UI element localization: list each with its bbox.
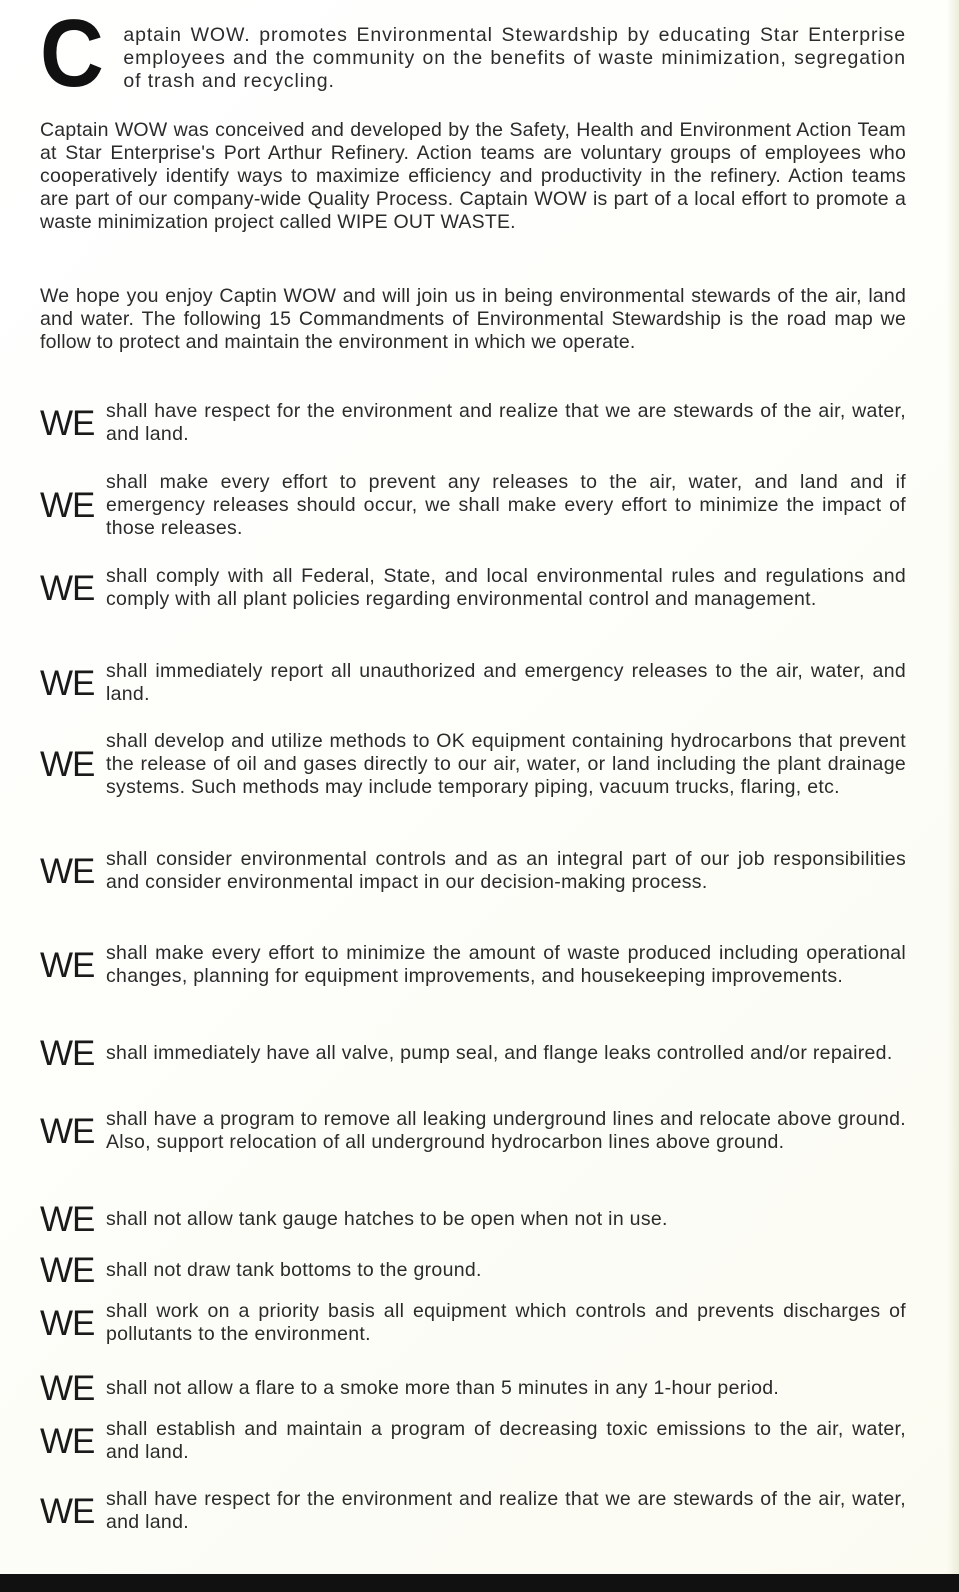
commandment-4 xyxy=(40,660,906,706)
commandment-prefix: WE xyxy=(40,663,95,703)
commandment-text: shall not allow tank gauge hatches to be open when not in use. xyxy=(106,1208,668,1230)
commandment-text: shall not draw tank bottoms to the ground. xyxy=(106,1259,482,1281)
commandment-12 xyxy=(40,1300,906,1346)
commandment-7 xyxy=(40,942,906,988)
commandment-6 xyxy=(40,848,906,894)
commandment-prefix: WE xyxy=(40,1491,95,1531)
commandment-text: shall have respect for the environment and realize that we are stewards of the air, water, and land. xyxy=(106,400,906,445)
commandment-prefix: WE xyxy=(40,1200,95,1239)
commandment-text: shall comply with all Federal, State, and local environmental rules and regulations and comply with all plant policies regarding environmental control and management. xyxy=(106,565,906,610)
drop-cap: C xyxy=(40,0,104,107)
commandment-prefix: WE xyxy=(40,1034,95,1073)
commandment-9 xyxy=(40,1108,906,1154)
commandment-13 xyxy=(40,1371,906,1406)
commandment-prefix: WE xyxy=(40,745,95,784)
commandment-text: shall develop and utilize methods to OK equipment containing hydrocarbons that prevent the release of oil and gases directly to our air, water, or land including the plant drainage systems. Such methods may include temporary piping, vacuum trucks, flaring, etc. xyxy=(106,730,906,798)
commandment-5 xyxy=(40,730,906,799)
commandment-text: shall work on a priority basis all equipment which controls and prevents discharges of pollutants to the environment. xyxy=(106,1300,906,1345)
commandment-text: shall immediately report all unauthorized and emergency releases to the air, water, and land. xyxy=(106,660,906,705)
commandment-8 xyxy=(40,1036,906,1071)
commandment-prefix: WE xyxy=(40,851,95,891)
commandment-prefix: WE xyxy=(40,568,95,608)
commandment-2 xyxy=(40,471,906,540)
commandment-text: shall establish and maintain a program of decreasing toxic emissions to the air, water, and land. xyxy=(106,1418,906,1463)
intro-paragraph-3: We hope you enjoy Captin WOW and will join us in being environmental stewards of the air, land and water. The following 15 Commandments of Environmental Stewardship is the road map we follow to protect and maintain the environment in which we operate. xyxy=(40,285,906,353)
scan-bottom-border xyxy=(0,1574,959,1592)
commandment-text: shall immediately have all valve, pump seal, and flange leaks controlled and/or repaired. xyxy=(106,1042,893,1064)
paper-edge-shadow xyxy=(947,0,959,1592)
commandment-text: shall make every effort to prevent any releases to the air, water, and land and if emergency releases should occur, we shall make every effort to minimize the impact of those releases. xyxy=(106,471,906,539)
commandment-text: shall consider environmental controls and as an integral part of our job responsibilities and consider environmental impact in our decision-making process. xyxy=(106,848,906,893)
commandment-text: shall make every effort to minimize the amount of waste produced including operational changes, planning for equipment improvements, and housekeeping improvements. xyxy=(106,942,906,987)
commandment-15 xyxy=(40,1488,906,1534)
commandment-1 xyxy=(40,400,906,446)
commandment-14 xyxy=(40,1418,906,1464)
commandment-prefix: WE xyxy=(40,1303,95,1343)
commandment-text: shall have a program to remove all leaking underground lines and relocate above ground. Also, support relocation of all underground hydrocarbon lines above ground. xyxy=(106,1108,906,1153)
commandment-10 xyxy=(40,1202,906,1237)
commandment-3 xyxy=(40,565,906,611)
commandment-prefix: WE xyxy=(40,486,95,525)
intro-paragraph-1 xyxy=(40,0,906,107)
commandment-prefix: WE xyxy=(40,1111,95,1151)
commandment-prefix: WE xyxy=(40,1251,95,1290)
commandment-text: shall have respect for the environment and realize that we are stewards of the air, water, and land. xyxy=(106,1488,906,1533)
commandment-prefix: WE xyxy=(40,1421,95,1461)
commandment-text: shall not allow a flare to a smoke more than 5 minutes in any 1-hour period. xyxy=(106,1377,780,1399)
intro-text-1: aptain WOW. promotes Environmental Stewardship by educating Star Enterprise employees and the community on the benefits of waste minimization, segregation of trash and recycling. xyxy=(123,24,906,92)
commandment-11 xyxy=(40,1253,906,1288)
intro-paragraph-2: Captain WOW was conceived and developed by the Safety, Health and Environment Action Team at Star Enterprise's Port Arthur Refinery. Action teams are voluntary groups of employees who cooperatively identify ways to maximize efficiency and productivity in the refinery. Action teams are part of our company-wide Quality Process. Captain WOW is part of a local effort to promote a waste minimization project called WIPE OUT WASTE. xyxy=(40,119,906,233)
commandment-prefix: WE xyxy=(40,403,95,443)
commandment-prefix: WE xyxy=(40,945,95,985)
commandment-prefix: WE xyxy=(40,1369,95,1408)
